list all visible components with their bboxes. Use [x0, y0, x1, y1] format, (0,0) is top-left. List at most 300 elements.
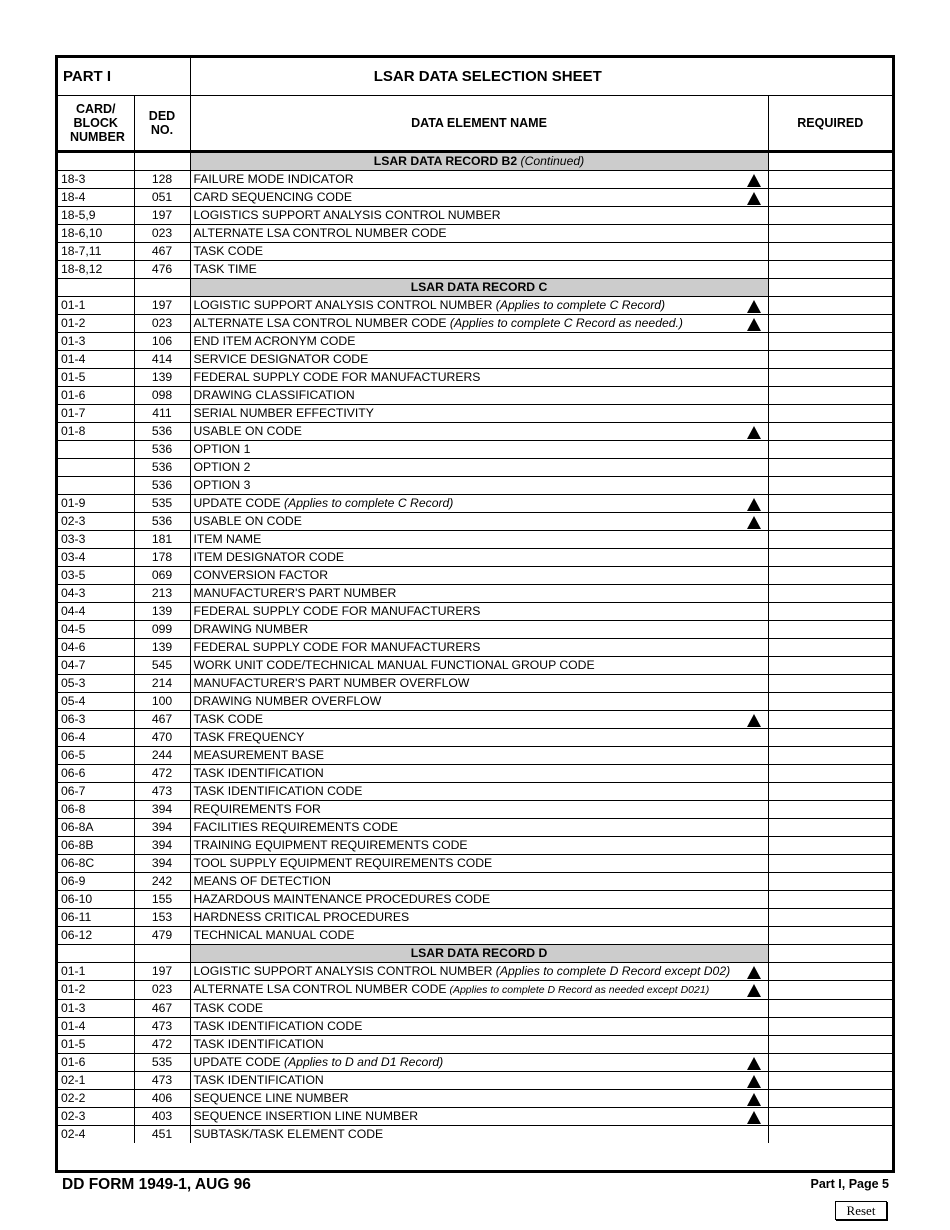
- required-checkbox-cell[interactable]: [768, 1107, 892, 1125]
- data-element-name: [190, 422, 768, 440]
- card-block-number: 01-6: [58, 386, 134, 404]
- required-checkbox-cell[interactable]: [768, 1125, 892, 1143]
- card-block-number: 18-3: [58, 170, 134, 188]
- required-checkbox-cell[interactable]: [768, 224, 892, 242]
- data-element-row: [58, 764, 892, 782]
- header-card-block-number: CARD/ BLOCK NUMBER: [58, 95, 134, 151]
- data-element-name: [190, 170, 768, 188]
- card-block-number: [58, 944, 134, 962]
- required-checkbox-cell[interactable]: [768, 818, 892, 836]
- reset-button[interactable]: Reset: [835, 1201, 887, 1220]
- card-block-number: 18-7,11: [58, 242, 134, 260]
- required-checkbox-cell: [768, 151, 892, 170]
- data-element-name: [190, 836, 768, 854]
- data-element-row: [58, 782, 892, 800]
- card-block-number: 04-4: [58, 602, 134, 620]
- card-block-number: 06-8C: [58, 854, 134, 872]
- card-block-number: 06-8: [58, 800, 134, 818]
- card-block-number: 06-8A: [58, 818, 134, 836]
- card-block-number: [58, 440, 134, 458]
- ded-number: 403: [134, 1107, 190, 1125]
- required-checkbox-cell[interactable]: [768, 854, 892, 872]
- data-element-name: [190, 1017, 768, 1035]
- data-element-row: [58, 476, 892, 494]
- required-checkbox-cell[interactable]: [768, 800, 892, 818]
- part-label: PART I: [58, 58, 190, 95]
- element-name-text: WORK UNIT CODE/TECHNICAL MANUAL FUNCTIONAL GROUP CODE: [193, 657, 595, 672]
- section-header-row: [58, 944, 892, 962]
- element-name-text: TASK FREQUENCY: [193, 729, 305, 744]
- ded-number: 023: [134, 314, 190, 332]
- element-name-text: ALTERNATE LSA CONTROL NUMBER CODE: [193, 225, 447, 240]
- element-name-text: TASK IDENTIFICATION: [193, 765, 324, 780]
- required-checkbox-cell[interactable]: [768, 548, 892, 566]
- element-name-text: DRAWING CLASSIFICATION: [193, 387, 355, 402]
- required-checkbox-cell[interactable]: [768, 1053, 892, 1071]
- required-checkbox-cell[interactable]: [768, 512, 892, 530]
- data-element-name: [190, 710, 768, 728]
- data-element-name: [190, 296, 768, 314]
- data-element-name: [190, 566, 768, 584]
- card-block-number: [58, 458, 134, 476]
- data-element-row: [58, 512, 892, 530]
- card-block-number: 06-11: [58, 908, 134, 926]
- required-checkbox-cell: [768, 278, 892, 296]
- page-number: Part I, Page 5: [810, 1177, 889, 1191]
- data-element-row: [58, 584, 892, 602]
- data-element-row: [58, 1035, 892, 1053]
- element-name-text: FAILURE MODE INDICATOR: [193, 171, 354, 186]
- data-element-name: [190, 242, 768, 260]
- element-name-text: OPTION 2: [193, 459, 251, 474]
- card-block-number: 04-7: [58, 656, 134, 674]
- required-checkbox-cell[interactable]: [768, 404, 892, 422]
- data-element-name: [190, 584, 768, 602]
- required-checkbox-cell[interactable]: [768, 422, 892, 440]
- card-block-number: 01-1: [58, 962, 134, 980]
- required-checkbox-cell[interactable]: [768, 746, 892, 764]
- required-triangle-icon: [747, 714, 761, 727]
- ded-number: 197: [134, 962, 190, 980]
- ded-number: 394: [134, 800, 190, 818]
- ded-number: 242: [134, 872, 190, 890]
- data-element-row: [58, 980, 892, 999]
- element-note: (Applies to complete D Record except D02): [492, 963, 731, 978]
- element-name-text: TASK CODE: [193, 243, 264, 258]
- ded-number: 411: [134, 404, 190, 422]
- required-checkbox-cell[interactable]: [768, 386, 892, 404]
- data-element-name: [190, 386, 768, 404]
- data-element-row: [58, 242, 892, 260]
- form-title: LSAR DATA SELECTION SHEET: [190, 58, 892, 95]
- card-block-number: 01-5: [58, 368, 134, 386]
- required-checkbox-cell[interactable]: [768, 296, 892, 314]
- card-block-number: 02-3: [58, 512, 134, 530]
- required-triangle-icon: [747, 984, 761, 997]
- data-element-row: [58, 386, 892, 404]
- element-name-text: SERVICE DESIGNATOR CODE: [193, 351, 369, 366]
- data-element-name: [190, 1071, 768, 1089]
- required-checkbox-cell[interactable]: [768, 1017, 892, 1035]
- element-name-text: MEASUREMENT BASE: [193, 747, 324, 762]
- card-block-number: 01-7: [58, 404, 134, 422]
- data-element-row: [58, 170, 892, 188]
- lsar-data-selection-form: [55, 55, 895, 1173]
- ded-number: 394: [134, 854, 190, 872]
- card-block-number: 01-8: [58, 422, 134, 440]
- ded-number: 153: [134, 908, 190, 926]
- ded-number: 536: [134, 440, 190, 458]
- ded-number: 155: [134, 890, 190, 908]
- required-checkbox-cell[interactable]: [768, 1071, 892, 1089]
- data-element-name: [190, 476, 768, 494]
- element-name-text: OPTION 3: [193, 477, 251, 492]
- element-name-text: LSAR DATA RECORD B2: [373, 153, 518, 168]
- data-element-name: [190, 1125, 768, 1143]
- required-triangle-icon: [747, 174, 761, 187]
- header-data-element-name: DATA ELEMENT NAME: [190, 95, 768, 151]
- element-name-text: FEDERAL SUPPLY CODE FOR MANUFACTURERS: [193, 369, 481, 384]
- section-title: [190, 944, 768, 962]
- data-element-row: [58, 728, 892, 746]
- data-element-row: [58, 440, 892, 458]
- element-name-text: LOGISTICS SUPPORT ANALYSIS CONTROL NUMBER: [193, 207, 501, 222]
- element-name-text: TECHNICAL MANUAL CODE: [193, 927, 355, 942]
- data-element-name: [190, 494, 768, 512]
- required-checkbox-cell[interactable]: [768, 710, 892, 728]
- card-block-number: 01-2: [58, 980, 134, 999]
- data-element-name: [190, 548, 768, 566]
- data-element-row: [58, 746, 892, 764]
- data-element-row: [58, 1017, 892, 1035]
- card-block-number: 06-10: [58, 890, 134, 908]
- data-element-name: [190, 872, 768, 890]
- required-triangle-icon: [747, 426, 761, 439]
- required-triangle-icon: [747, 1093, 761, 1106]
- required-checkbox-cell[interactable]: [768, 764, 892, 782]
- ded-number: 139: [134, 638, 190, 656]
- card-block-number: 01-1: [58, 296, 134, 314]
- data-element-name: [190, 692, 768, 710]
- element-name-text: UPDATE CODE: [193, 1054, 281, 1069]
- ded-number: [134, 944, 190, 962]
- ded-number: 467: [134, 242, 190, 260]
- ded-number: 473: [134, 1017, 190, 1035]
- data-element-row: [58, 656, 892, 674]
- data-element-row: [58, 332, 892, 350]
- card-block-number: 06-6: [58, 764, 134, 782]
- ded-number: 414: [134, 350, 190, 368]
- data-element-row: [58, 224, 892, 242]
- ded-number: 406: [134, 1089, 190, 1107]
- required-checkbox-cell[interactable]: [768, 566, 892, 584]
- required-triangle-icon: [747, 192, 761, 205]
- required-checkbox-cell[interactable]: [768, 620, 892, 638]
- required-checkbox-cell[interactable]: [768, 476, 892, 494]
- element-name-text: HARDNESS CRITICAL PROCEDURES: [193, 909, 410, 924]
- data-element-name: [190, 656, 768, 674]
- element-name-text: TASK IDENTIFICATION: [193, 1072, 324, 1087]
- ded-number: [134, 278, 190, 296]
- data-element-row: [58, 1071, 892, 1089]
- data-element-row: [58, 260, 892, 278]
- required-checkbox-cell[interactable]: [768, 242, 892, 260]
- required-checkbox-cell[interactable]: [768, 782, 892, 800]
- section-header-row: [58, 151, 892, 170]
- required-checkbox-cell[interactable]: [768, 1035, 892, 1053]
- data-element-row: [58, 188, 892, 206]
- data-element-name: [190, 746, 768, 764]
- element-name-text: TASK IDENTIFICATION CODE: [193, 783, 363, 798]
- card-block-number: 01-3: [58, 999, 134, 1017]
- element-name-text: SEQUENCE INSERTION LINE NUMBER: [193, 1108, 419, 1123]
- ded-number: 473: [134, 1071, 190, 1089]
- card-block-number: [58, 476, 134, 494]
- element-name-text: ITEM DESIGNATOR CODE: [193, 549, 345, 564]
- data-element-row: [58, 566, 892, 584]
- card-block-number: 06-3: [58, 710, 134, 728]
- ded-number: 476: [134, 260, 190, 278]
- ded-number: 479: [134, 926, 190, 944]
- element-note: (Applies to D and D1 Record): [280, 1054, 444, 1069]
- card-block-number: 01-3: [58, 332, 134, 350]
- element-name-text: ALTERNATE LSA CONTROL NUMBER CODE: [193, 315, 447, 330]
- card-block-number: 06-5: [58, 746, 134, 764]
- data-element-row: [58, 404, 892, 422]
- data-element-row: [58, 620, 892, 638]
- element-name-text: FEDERAL SUPPLY CODE FOR MANUFACTURERS: [193, 639, 481, 654]
- header-required: REQUIRED: [768, 95, 892, 151]
- required-checkbox-cell[interactable]: [768, 999, 892, 1017]
- ded-number: 472: [134, 1035, 190, 1053]
- ded-number: 451: [134, 1125, 190, 1143]
- data-element-row: [58, 962, 892, 980]
- required-checkbox-cell[interactable]: [768, 926, 892, 944]
- required-checkbox-cell[interactable]: [768, 1089, 892, 1107]
- required-checkbox-cell[interactable]: [768, 836, 892, 854]
- ded-number: 535: [134, 494, 190, 512]
- required-checkbox-cell[interactable]: [768, 728, 892, 746]
- element-name-text: ITEM NAME: [193, 531, 262, 546]
- card-block-number: 18-5,9: [58, 206, 134, 224]
- element-name-text: DRAWING NUMBER: [193, 621, 309, 636]
- required-checkbox-cell[interactable]: [768, 206, 892, 224]
- section-title: [190, 151, 768, 170]
- data-element-name: [190, 440, 768, 458]
- required-checkbox-cell[interactable]: [768, 530, 892, 548]
- card-block-number: 18-4: [58, 188, 134, 206]
- card-block-number: 02-4: [58, 1125, 134, 1143]
- card-block-number: 02-2: [58, 1089, 134, 1107]
- data-element-row: [58, 206, 892, 224]
- data-element-row: [58, 602, 892, 620]
- card-block-number: 02-3: [58, 1107, 134, 1125]
- element-name-text: USABLE ON CODE: [193, 423, 302, 438]
- ded-number: 536: [134, 422, 190, 440]
- required-checkbox-cell[interactable]: [768, 674, 892, 692]
- card-block-number: [58, 151, 134, 170]
- required-checkbox-cell[interactable]: [768, 458, 892, 476]
- card-block-number: 01-6: [58, 1053, 134, 1071]
- card-block-number: 04-5: [58, 620, 134, 638]
- data-element-row: [58, 548, 892, 566]
- required-checkbox-cell[interactable]: [768, 440, 892, 458]
- element-name-text: FEDERAL SUPPLY CODE FOR MANUFACTURERS: [193, 603, 481, 618]
- element-name-text: SEQUENCE LINE NUMBER: [193, 1090, 349, 1105]
- element-name-text: MANUFACTURER'S PART NUMBER: [193, 585, 397, 600]
- required-checkbox-cell[interactable]: [768, 332, 892, 350]
- required-checkbox-cell[interactable]: [768, 890, 892, 908]
- data-element-row: [58, 1107, 892, 1125]
- card-block-number: 06-12: [58, 926, 134, 944]
- data-element-name: [190, 638, 768, 656]
- ded-number: 394: [134, 836, 190, 854]
- element-note: (Continued): [517, 153, 585, 168]
- data-element-row: [58, 908, 892, 926]
- ded-number: 394: [134, 818, 190, 836]
- data-element-name: [190, 350, 768, 368]
- element-note: (Applies to complete C Record): [492, 297, 666, 312]
- data-element-name: [190, 782, 768, 800]
- card-block-number: 06-4: [58, 728, 134, 746]
- card-block-number: 06-9: [58, 872, 134, 890]
- required-checkbox-cell[interactable]: [768, 350, 892, 368]
- element-name-text: TRAINING EQUIPMENT REQUIREMENTS CODE: [193, 837, 468, 852]
- ded-number: 473: [134, 782, 190, 800]
- ded-number: 536: [134, 512, 190, 530]
- data-element-row: [58, 638, 892, 656]
- ded-number: 139: [134, 368, 190, 386]
- data-element-name: [190, 512, 768, 530]
- element-name-text: LSAR DATA RECORD C: [410, 279, 548, 294]
- required-triangle-icon: [747, 300, 761, 313]
- data-element-name: [190, 1089, 768, 1107]
- card-block-number: 18-6,10: [58, 224, 134, 242]
- card-block-number: 05-4: [58, 692, 134, 710]
- ded-number: 100: [134, 692, 190, 710]
- ded-number: 467: [134, 999, 190, 1017]
- ded-number: 128: [134, 170, 190, 188]
- data-element-row: [58, 818, 892, 836]
- data-element-name: [190, 980, 768, 999]
- card-block-number: 03-4: [58, 548, 134, 566]
- element-name-text: OPTION 1: [193, 441, 251, 456]
- ded-number: 213: [134, 584, 190, 602]
- data-element-name: [190, 999, 768, 1017]
- data-element-name: [190, 800, 768, 818]
- ded-number: 051: [134, 188, 190, 206]
- element-name-text: ALTERNATE LSA CONTROL NUMBER CODE: [193, 981, 447, 996]
- required-checkbox-cell[interactable]: [768, 692, 892, 710]
- ded-number: 536: [134, 458, 190, 476]
- data-element-name: [190, 368, 768, 386]
- data-element-name: [190, 908, 768, 926]
- element-name-text: MEANS OF DETECTION: [193, 873, 331, 888]
- data-element-row: [58, 314, 892, 332]
- section-title: [190, 278, 768, 296]
- required-checkbox-cell[interactable]: [768, 908, 892, 926]
- data-element-name: [190, 332, 768, 350]
- ded-number: 472: [134, 764, 190, 782]
- element-name-text: UPDATE CODE: [193, 495, 281, 510]
- card-block-number: 03-3: [58, 530, 134, 548]
- ded-number: 098: [134, 386, 190, 404]
- card-block-number: 06-8B: [58, 836, 134, 854]
- required-checkbox-cell[interactable]: [768, 638, 892, 656]
- element-name-text: HAZARDOUS MAINTENANCE PROCEDURES CODE: [193, 891, 491, 906]
- data-element-row: [58, 1125, 892, 1143]
- data-element-name: [190, 854, 768, 872]
- element-name-text: TOOL SUPPLY EQUIPMENT REQUIREMENTS CODE: [193, 855, 493, 870]
- data-element-name: [190, 530, 768, 548]
- data-element-row: [58, 674, 892, 692]
- element-note: (Applies to complete C Record): [280, 495, 454, 510]
- data-element-name: [190, 728, 768, 746]
- element-name-text: TASK CODE: [193, 1000, 264, 1015]
- required-checkbox-cell[interactable]: [768, 494, 892, 512]
- data-element-row: [58, 458, 892, 476]
- data-element-name: [190, 926, 768, 944]
- required-checkbox-cell[interactable]: [768, 872, 892, 890]
- data-element-row: [58, 836, 892, 854]
- data-element-row: [58, 890, 892, 908]
- data-element-name: [190, 206, 768, 224]
- required-checkbox-cell[interactable]: [768, 584, 892, 602]
- ded-number: 197: [134, 206, 190, 224]
- header-ded-no: DED NO.: [134, 95, 190, 151]
- required-triangle-icon: [747, 498, 761, 511]
- data-element-row: [58, 710, 892, 728]
- data-element-name: [190, 674, 768, 692]
- data-element-name: [190, 818, 768, 836]
- required-checkbox-cell[interactable]: [768, 980, 892, 999]
- ded-number: 178: [134, 548, 190, 566]
- ded-number: 470: [134, 728, 190, 746]
- data-element-row: [58, 692, 892, 710]
- data-element-name: [190, 890, 768, 908]
- element-name-text: TASK IDENTIFICATION CODE: [193, 1018, 363, 1033]
- ded-number: 181: [134, 530, 190, 548]
- required-triangle-icon: [747, 966, 761, 979]
- element-name-text: SERIAL NUMBER EFFECTIVITY: [193, 405, 374, 420]
- ded-number: 535: [134, 1053, 190, 1071]
- data-element-name: [190, 962, 768, 980]
- element-name-text: TASK IDENTIFICATION: [193, 1036, 324, 1051]
- required-checkbox-cell[interactable]: [768, 188, 892, 206]
- required-checkbox-cell[interactable]: [768, 602, 892, 620]
- data-element-name: [190, 314, 768, 332]
- data-element-row: [58, 368, 892, 386]
- element-name-text: REQUIREMENTS FOR: [193, 801, 321, 816]
- card-block-number: [58, 278, 134, 296]
- element-name-text: MANUFACTURER'S PART NUMBER OVERFLOW: [193, 675, 470, 690]
- required-checkbox-cell[interactable]: [768, 368, 892, 386]
- required-checkbox-cell: [768, 944, 892, 962]
- ded-number: 069: [134, 566, 190, 584]
- required-checkbox-cell[interactable]: [768, 170, 892, 188]
- data-element-row: [58, 854, 892, 872]
- required-checkbox-cell[interactable]: [768, 260, 892, 278]
- required-checkbox-cell[interactable]: [768, 656, 892, 674]
- required-checkbox-cell[interactable]: [768, 314, 892, 332]
- required-checkbox-cell[interactable]: [768, 962, 892, 980]
- ded-number: 214: [134, 674, 190, 692]
- element-name-text: TASK CODE: [193, 711, 264, 726]
- data-element-name: [190, 1053, 768, 1071]
- card-block-number: 01-4: [58, 350, 134, 368]
- ded-number: 536: [134, 476, 190, 494]
- card-block-number: 01-4: [58, 1017, 134, 1035]
